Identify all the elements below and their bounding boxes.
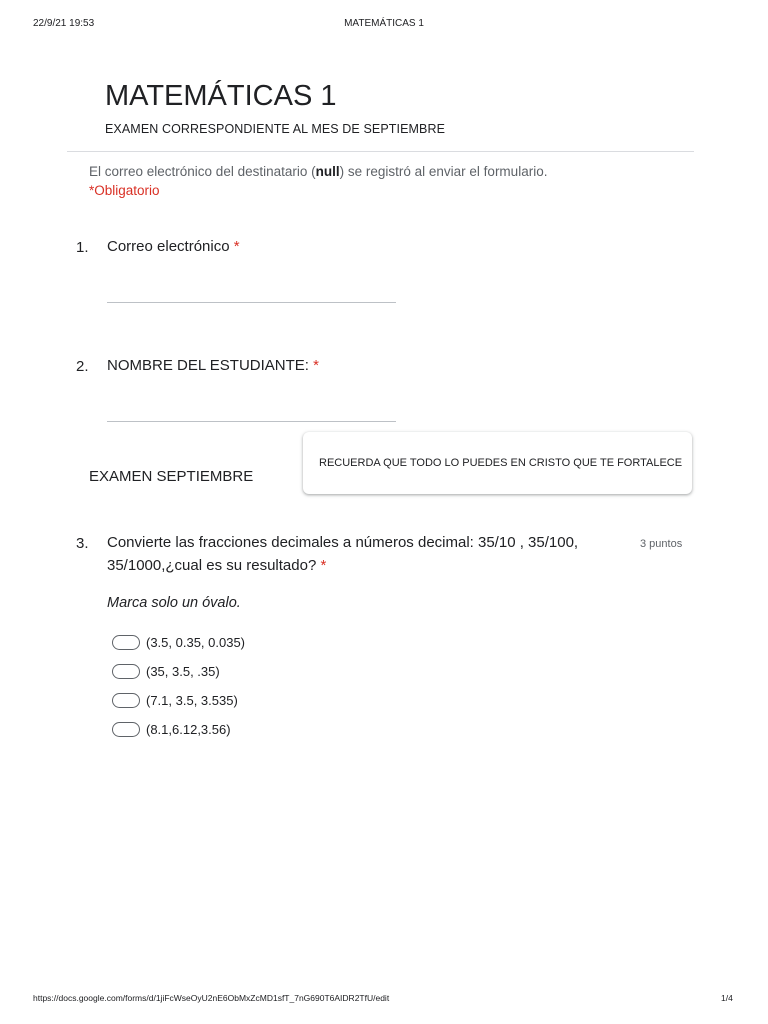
option-3[interactable]: [112, 691, 238, 709]
option-label: (8.1,6.12,3.56): [146, 721, 231, 737]
question-2-text: NOMBRE DEL ESTUDIANTE:: [107, 357, 309, 374]
question-2-number: 2.: [76, 358, 89, 375]
email-answer-field[interactable]: [107, 302, 396, 303]
option-label: (35, 3.5, .35): [146, 663, 220, 679]
radio-oval[interactable]: [112, 664, 140, 679]
radio-oval[interactable]: [112, 693, 140, 708]
option-2[interactable]: [112, 662, 220, 680]
question-1-text: Correo electrónico: [107, 238, 230, 255]
question-3-points: 3 puntos: [640, 538, 683, 550]
question-3-text-line2: 35/1000,¿cual es su resultado?: [107, 557, 317, 574]
option-label: (3.5, 0.35, 0.035): [146, 634, 246, 650]
required-star: *: [233, 238, 240, 255]
required-star: *: [320, 557, 327, 574]
radio-oval[interactable]: [112, 722, 140, 737]
email-note-suffix: ) se registró al enviar el formulario.: [339, 164, 548, 179]
option-4[interactable]: [112, 720, 231, 738]
question-3-hint: Marca solo un óvalo.: [107, 595, 241, 611]
question-3-text-line1: Convierte las fracciones decimales a números decimal: 35/10 , 35/100,: [107, 534, 579, 551]
email-note-prefix: El correo electrónico del destinatario (: [89, 164, 316, 179]
print-date: 22/9/21 19:53: [33, 18, 95, 29]
form-subtitle: EXAMEN CORRESPONDIENTE AL MES DE SEPTIEMBRE: [105, 122, 446, 136]
question-1-number: 1.: [76, 239, 89, 256]
email-note-null: null: [315, 164, 340, 179]
question-3-title: [107, 531, 627, 577]
print-title: MATEMÁTICAS 1: [344, 18, 424, 29]
form-title: MATEMÁTICAS 1: [105, 80, 337, 112]
section-description-card: [303, 432, 692, 494]
student-name-answer-field[interactable]: [107, 421, 396, 422]
radio-oval[interactable]: [112, 635, 140, 650]
option-label: (7.1, 3.5, 3.535): [146, 692, 238, 708]
section-description: RECUERDA QUE TODO LO PUEDES EN CRISTO QUE TE FORTALECE: [319, 457, 683, 469]
option-1[interactable]: [112, 633, 245, 651]
header-divider: [67, 151, 694, 152]
email-collection-note: [89, 164, 547, 179]
question-3-text-line2-wrap: [107, 554, 627, 577]
print-footer-page: 1/4: [721, 993, 733, 1003]
required-star: *: [313, 357, 319, 374]
print-footer-url: https://docs.google.com/forms/d/1jiFcWseOyU2nE6ObMxZcMD1sfT_7nG690T6AIDR2TfU/edit: [33, 993, 390, 1003]
required-note: *Obligatorio: [89, 183, 160, 198]
question-2-title: [107, 354, 319, 377]
question-1-title: [107, 235, 240, 258]
section-title: EXAMEN SEPTIEMBRE: [89, 468, 254, 485]
question-3-number: 3.: [76, 535, 89, 552]
